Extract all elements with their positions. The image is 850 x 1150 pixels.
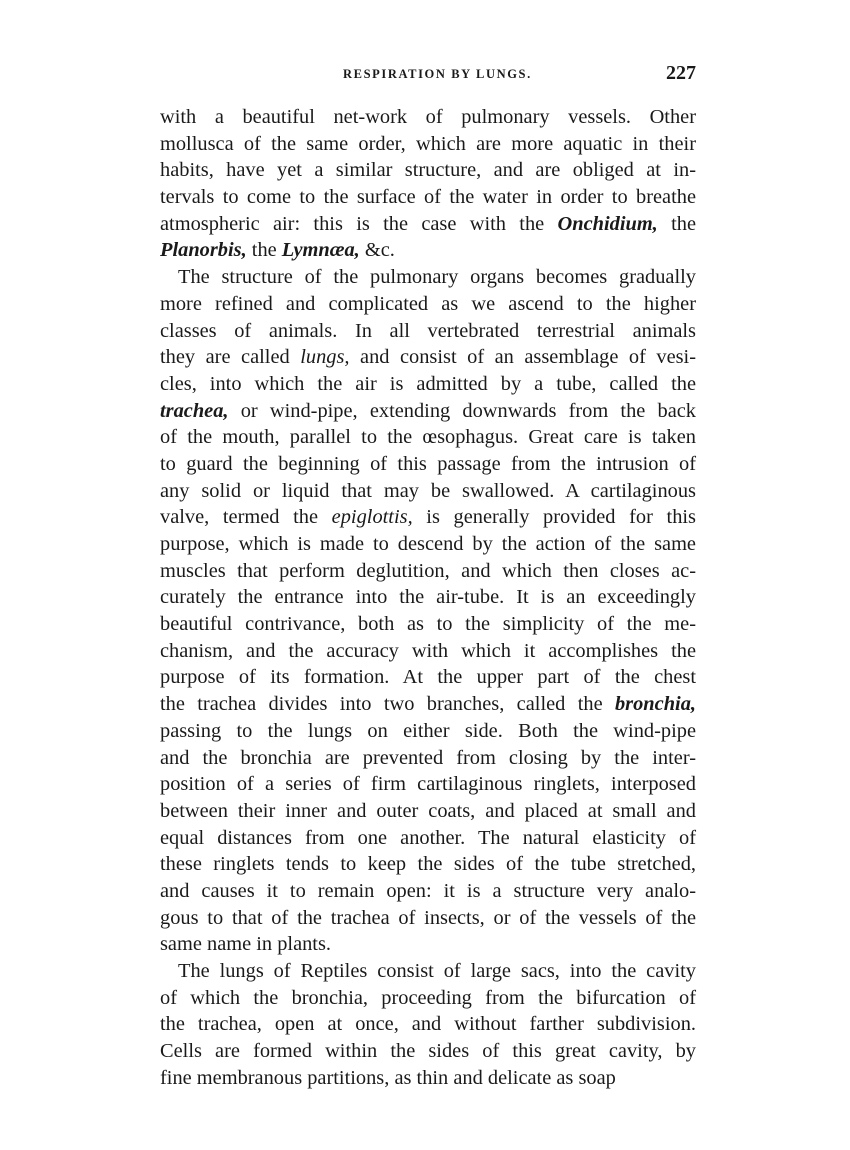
text-run: Cells are formed within the sides of this great cavity, by — [160, 1040, 696, 1063]
emphasized-term: epiglottis, — [331, 506, 413, 529]
page-number: 227 — [666, 62, 696, 84]
emphasized-term: Onchidium, — [557, 212, 658, 235]
text-run: these ringlets tends to keep the sides of the tube stretched, — [160, 853, 696, 876]
text-run: beautiful contrivance, both as to the simplicity of the me- — [160, 613, 696, 636]
text-line — [160, 825, 696, 852]
text-run: equal distances from one another. The natural elasticity of — [160, 826, 696, 849]
running-title: RESPIRATION BY LUNGS. — [343, 67, 532, 81]
text-run: &c. — [359, 239, 395, 262]
text-run: and causes it to remain open: it is a structure very analo- — [160, 879, 696, 902]
text-run: The structure of the pulmonary organs becomes gradually — [178, 266, 696, 289]
text-line — [160, 531, 696, 558]
text-run: fine membranous partitions, as thin and delicate as soap — [160, 1066, 616, 1089]
text-run: classes of animals. In all vertebrated terrestrial animals — [160, 319, 696, 342]
running-head — [160, 64, 696, 88]
text-line — [160, 451, 696, 478]
text-line — [160, 905, 696, 932]
text-line — [160, 211, 696, 238]
text-line — [160, 878, 696, 905]
text-run: and consist of an assemblage of vesi- — [349, 346, 697, 369]
text-line — [160, 131, 696, 158]
text-run: cles, into which the air is admitted by a tube, called the — [160, 372, 696, 395]
text-line — [160, 504, 696, 531]
text-line — [160, 691, 696, 718]
text-line — [160, 584, 696, 611]
emphasized-term: lungs, — [300, 346, 350, 369]
text-run: muscles that perform deglutition, and which then closes ac- — [160, 559, 696, 582]
text-line — [160, 1065, 696, 1092]
text-line — [160, 638, 696, 665]
text-run: the trachea, open at once, and without farther subdivision. — [160, 1013, 696, 1036]
text-line — [160, 104, 696, 131]
emphasized-term: trachea, — [160, 399, 229, 422]
paragraph — [160, 104, 696, 264]
text-line — [160, 1038, 696, 1065]
text-run: any solid or liquid that may be swallowed. A cartilaginous — [160, 479, 696, 502]
text-line — [160, 931, 696, 958]
text-run: between their inner and outer coats, and placed at small and — [160, 799, 696, 822]
text-line — [160, 398, 696, 425]
text-run: they are called — [160, 346, 301, 369]
text-run: passing to the lungs on either side. Both the wind-pipe — [160, 719, 696, 742]
text-run: and the bronchia are prevented from closing by the inter- — [160, 746, 696, 769]
text-line — [160, 1011, 696, 1038]
text-line — [160, 264, 696, 291]
text-run: curately the entrance into the air-tube. It is an exceedingly — [160, 586, 696, 609]
text-run: same name in plants. — [160, 933, 332, 956]
text-run: tervals to come to the surface of the water in order to breathe — [160, 186, 696, 209]
text-run: of the mouth, parallel to the œsophagus. Great care is taken — [160, 426, 696, 449]
text-line — [160, 745, 696, 772]
text-run: the trachea divides into two branches, called the — [160, 693, 615, 716]
text-run: or wind-pipe, extending downwards from the back — [228, 399, 696, 422]
text-run: the — [657, 212, 696, 235]
text-run: more refined and complicated as we ascend to the higher — [160, 292, 696, 315]
text-line — [160, 371, 696, 398]
emphasized-term: Planorbis, — [160, 239, 247, 262]
text-run: gous to that of the trachea of insects, or of the vessels of the — [160, 906, 696, 929]
text-run: position of a series of firm cartilaginous ringlets, interposed — [160, 773, 696, 796]
text-line — [160, 237, 696, 264]
text-run: valve, termed the — [160, 506, 332, 529]
text-line — [160, 958, 696, 985]
text-line — [160, 291, 696, 318]
paragraph — [160, 958, 696, 1091]
text-line — [160, 611, 696, 638]
text-run: atmospheric air: this is the case with the — [160, 212, 558, 235]
text-line — [160, 664, 696, 691]
text-line — [160, 798, 696, 825]
text-run: purpose, which is made to descend by the action of the same — [160, 533, 696, 555]
text-run: is generally provided for this — [412, 506, 696, 529]
text-line — [160, 771, 696, 798]
text-line — [160, 157, 696, 184]
text-run: mollusca of the same order, which are more aquatic in their — [160, 132, 696, 155]
text-line — [160, 318, 696, 345]
text-line — [160, 478, 696, 505]
text-run: habits, have yet a similar structure, and are obliged at in- — [160, 159, 696, 182]
text-run: purpose of its formation. At the upper part of the chest — [160, 666, 696, 689]
emphasized-term: Lymnæa, — [281, 239, 360, 262]
text-line — [160, 184, 696, 211]
text-line — [160, 424, 696, 451]
body-text — [160, 104, 696, 1091]
text-run: chanism, and the accuracy with which it accomplishes the — [160, 639, 696, 662]
text-run: with a beautiful net-work of pulmonary vessels. Other — [160, 106, 696, 128]
text-line — [160, 718, 696, 745]
text-line — [160, 985, 696, 1012]
text-run: The lungs of Reptiles consist of large sacs, into the cavity — [178, 960, 696, 982]
text-run: the — [246, 239, 282, 262]
text-line — [160, 344, 696, 371]
paragraph — [160, 264, 696, 958]
text-run: to guard the beginning of this passage from the intrusion of — [160, 452, 696, 475]
emphasized-term: bronchia, — [614, 693, 696, 716]
text-run: of which the bronchia, proceeding from the bifurcation of — [160, 986, 696, 1009]
text-line — [160, 851, 696, 878]
text-line — [160, 558, 696, 585]
